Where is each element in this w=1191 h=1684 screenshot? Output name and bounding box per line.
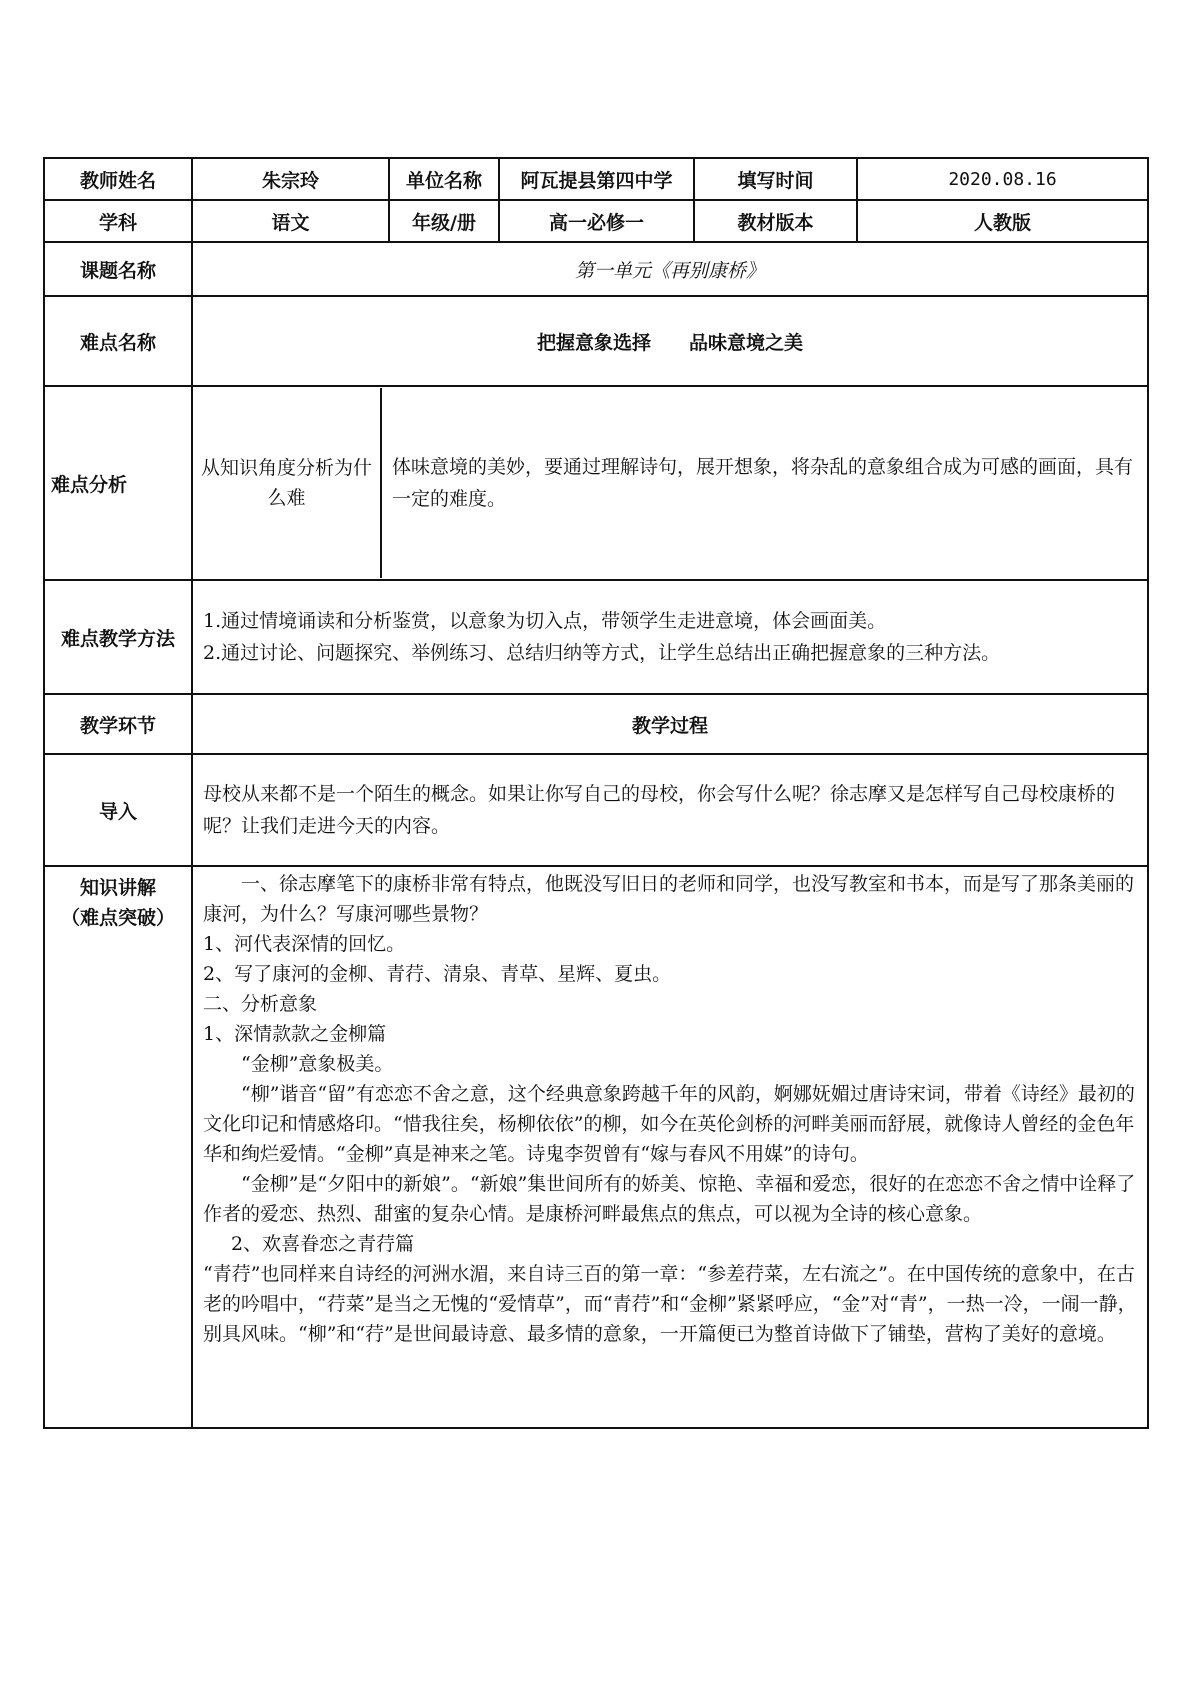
analysis-label: 难点分析 [44, 386, 192, 580]
knowledge-row [44, 866, 1148, 1428]
analysis-inner [193, 388, 1147, 578]
fill-time-value: 2020.08.16 [857, 158, 1148, 200]
difficulty-label: 难点名称 [44, 296, 192, 386]
method-row [44, 580, 1148, 694]
knowledge-paragraph-3: 2、写了康河的金柳、青荇、清泉、青草、星辉、夏虫。 [203, 963, 672, 985]
knowledge-paragraph-1: 一、徐志摩笔下的康桥非常有特点，他既没写旧日的老师和同学，也没写教室和书本，而是写了那条美丽的康河，为什么？写康河哪些景物？ [203, 873, 1135, 925]
knowledge-paragraph-8: “金柳”是“夕阳中的新娘”。“新娘”集世间所有的娇美、惊艳、幸福和爱恋，很好的在恋恋不舍之情中诠释了作者的爱恋、热烈、甜蜜的复杂心情。是康桥河畔最焦点的焦点，可以视为全诗的核心意象。 [203, 1173, 1136, 1225]
knowledge-label-line-1: 知识讲解 [79, 877, 156, 899]
intro-label: 导入 [44, 754, 192, 866]
knowledge-paragraph-2: 1、河代表深情的回忆。 [203, 933, 406, 955]
method-line-2: 2.通过讨论、问题探究、举例练习、总结归纳等方式，让学生总结出正确把握意象的三种方法。 [203, 642, 1001, 664]
intro-value: 母校从来都不是一个陌生的概念。如果让你写自己的母校，你会写什么呢？徐志摩又是怎样写自己母校康桥的呢？让我们走进今天的内容。 [192, 754, 1148, 866]
process-header-row [44, 694, 1148, 754]
edition-label: 教材版本 [694, 200, 857, 242]
process-stage-label: 教学环节 [44, 694, 192, 754]
knowledge-paragraph-4: 二、分析意象 [203, 993, 318, 1015]
knowledge-paragraph-10: “青荇”也同样来自诗经的河洲水湄，来自诗三百的第一章：“参差荇菜，左右流之”。在中国传统的意象中，在古老的吟唱中，“荇菜”是当之无愧的“爱情草”，而“青荇”和“金柳”紧紧呼应，“金”对“青”，一热一冷，一闹一静，别具风味。“柳”和“荇”是世间最诗意、最多情的意象，一开篇便已为整首诗做下了铺垫，营构了美好的意境。 [203, 1263, 1137, 1345]
topic-label: 课题名称 [44, 242, 192, 296]
difficulty-row [44, 296, 1148, 386]
lesson-plan-table [43, 157, 1149, 1429]
fill-time-label: 填写时间 [694, 158, 857, 200]
method-line-1: 1.通过情境诵读和分析鉴赏，以意象为切入点，带领学生走进意境，体会画面美。 [203, 610, 887, 632]
info-row-1 [44, 158, 1148, 200]
topic-row [44, 242, 1148, 296]
analysis-cell [192, 386, 1148, 580]
analysis-sub-label: 从知识角度分析为什么难 [193, 388, 381, 578]
unit-name-label: 单位名称 [389, 158, 499, 200]
method-label: 难点教学方法 [44, 580, 192, 694]
difficulty-value: 把握意象选择 品味意境之美 [192, 296, 1148, 386]
knowledge-content [192, 866, 1148, 1428]
teacher-name-value: 朱宗玲 [192, 158, 389, 200]
knowledge-label-line-2: （难点突破） [60, 907, 175, 929]
knowledge-paragraph-9: 2、欢喜眷恋之青荇篇 [231, 1233, 415, 1255]
grade-value: 高一必修一 [499, 200, 694, 242]
edition-value: 人教版 [857, 200, 1148, 242]
grade-label: 年级/册 [389, 200, 499, 242]
process-title: 教学过程 [192, 694, 1148, 754]
subject-label: 学科 [44, 200, 192, 242]
teacher-name-label: 教师姓名 [44, 158, 192, 200]
knowledge-paragraph-5: 1、深情款款之金柳篇 [203, 1023, 387, 1045]
knowledge-label [44, 866, 192, 1428]
topic-value: 第一单元《再别康桥》 [192, 242, 1148, 296]
method-content [192, 580, 1148, 694]
analysis-row [44, 386, 1148, 580]
analysis-value: 体味意境的美妙，要通过理解诗句，展开想象，将杂乱的意象组合成为可感的画面，具有一定的难度。 [392, 456, 1134, 510]
knowledge-paragraph-7: “柳”谐音“留”有恋恋不舍之意，这个经典意象跨越千年的风韵，婀娜妩媚过唐诗宋词，带着《诗经》最初的文化印记和情感烙印。“惜我往矣，杨柳依依”的柳，如今在英伦剑桥的河畔美丽而舒展，就像诗人曾经的金色年华和绚烂爱情。“金柳”真是神来之笔。诗鬼李贺曾有“嫁与春风不用媒”的诗句。 [203, 1083, 1135, 1165]
subject-value: 语文 [192, 200, 389, 242]
intro-row [44, 754, 1148, 866]
info-row-2 [44, 200, 1148, 242]
lesson-plan-sheet [43, 157, 1147, 1429]
unit-name-value: 阿瓦提县第四中学 [499, 158, 694, 200]
knowledge-paragraph-6: “金柳”意象极美。 [241, 1053, 394, 1075]
